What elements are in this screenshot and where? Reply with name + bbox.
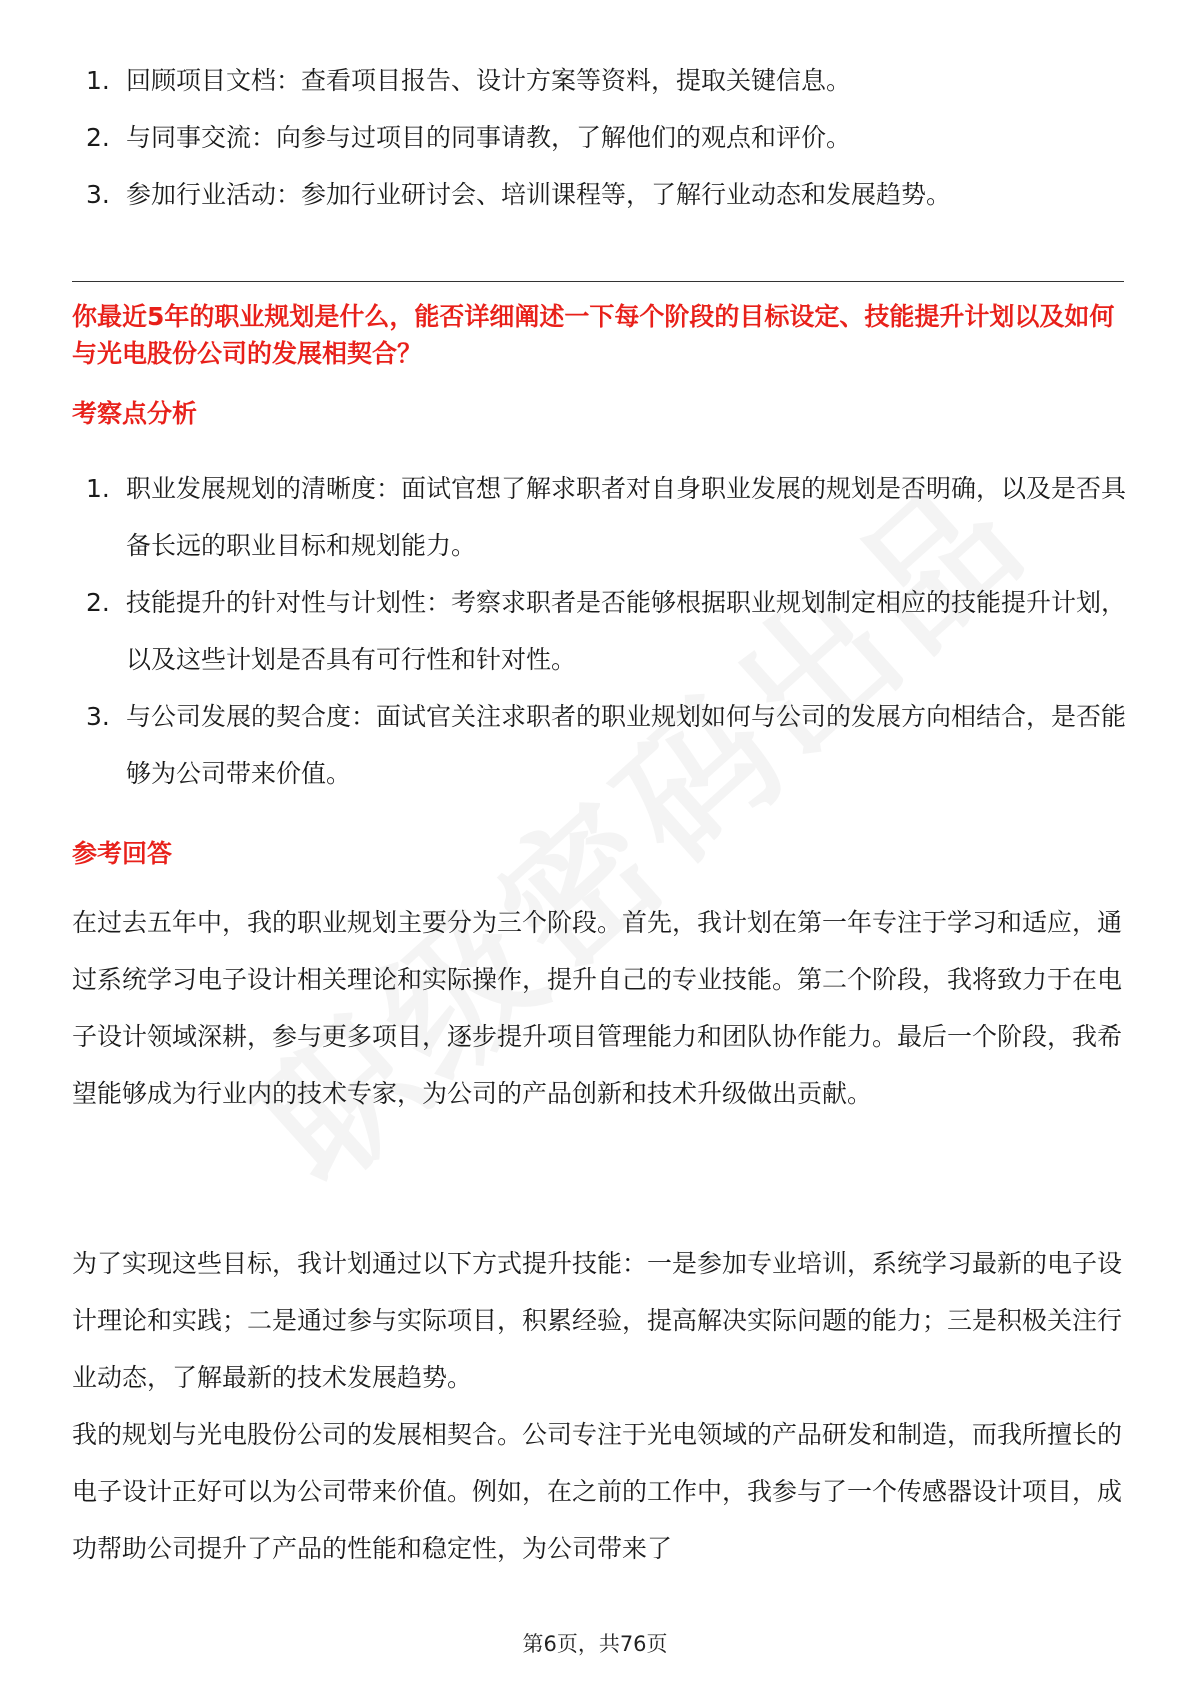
- section-divider: [72, 281, 1124, 282]
- list-number: 2.: [86, 123, 110, 152]
- answer-paragraph: 为了实现这些目标，我计划通过以下方式提升技能：一是参加专业培训，系统学习最新的电子设计理论和实践；二是通过参与实际项目，积累经验，提高解决实际问题的能力；三是积极关注行业动态，了解最新的技术发展趋势。: [72, 1249, 1123, 1392]
- list-text: 职业发展规划的清晰度：面试官想了解求职者对自身职业发展的规划是否明确，以及是否具备长远的职业目标和规划能力。: [126, 474, 1127, 560]
- list-item: [86, 109, 1126, 166]
- page-number: 第6页，共76页: [522, 1632, 668, 1656]
- list-item: [86, 166, 1126, 223]
- analysis-heading: 考察点分析: [72, 399, 198, 428]
- list-item: [86, 460, 1126, 574]
- list-number: 2.: [86, 588, 110, 617]
- list-item: [86, 574, 1126, 688]
- list-text: 与同事交流：向参与过项目的同事请教，了解他们的观点和评价。: [126, 123, 852, 152]
- list-number: 1.: [86, 66, 110, 95]
- answer-paragraph: 我的规划与光电股份公司的发展相契合。公司专注于光电领域的产品研发和制造，而我所擅长的电子设计正好可以为公司带来价值。例如，在之前的工作中，我参与了一个传感器设计项目，成功帮助公司提升了产品的性能和稳定性，为公司带来了: [72, 1420, 1123, 1563]
- list-text: 参加行业活动：参加行业研讨会、培训课程等，了解行业动态和发展趋势。: [126, 180, 952, 209]
- list-text: 技能提升的针对性与计划性：考察求职者是否能够根据职业规划制定相应的技能提升计划，以及这些计划是否具有可行性和针对性。: [126, 588, 1127, 674]
- list-number: 3.: [86, 180, 110, 209]
- answer-heading: 参考回答: [72, 839, 173, 868]
- list-text: 回顾项目文档：查看项目报告、设计方案等资料，提取关键信息。: [126, 66, 852, 95]
- top-numbered-list: [86, 52, 1126, 223]
- answer-paragraph: 在过去五年中，我的职业规划主要分为三个阶段。首先，我计划在第一年专注于学习和适应，通过系统学习电子设计相关理论和实际操作，提升自己的专业技能。第二个阶段，我将致力于在电子设计领域深耕，参与更多项目，逐步提升项目管理能力和团队协作能力。最后一个阶段，我希望能够成为行业内的技术专家，为公司的产品创新和技术升级做出贡献。: [72, 908, 1123, 1108]
- list-number: 3.: [86, 702, 110, 731]
- analysis-list: [86, 460, 1126, 802]
- interview-question: 你最近5年的职业规划是什么，能否详细阐述一下每个阶段的目标设定、技能提升计划以及如何与光电股份公司的发展相契合？: [72, 302, 1115, 368]
- list-item: [86, 688, 1126, 802]
- list-number: 1.: [86, 474, 110, 503]
- list-item: [86, 52, 1126, 109]
- list-text: 与公司发展的契合度：面试官关注求职者的职业规划如何与公司的发展方向相结合，是否能够为公司带来价值。: [126, 702, 1127, 788]
